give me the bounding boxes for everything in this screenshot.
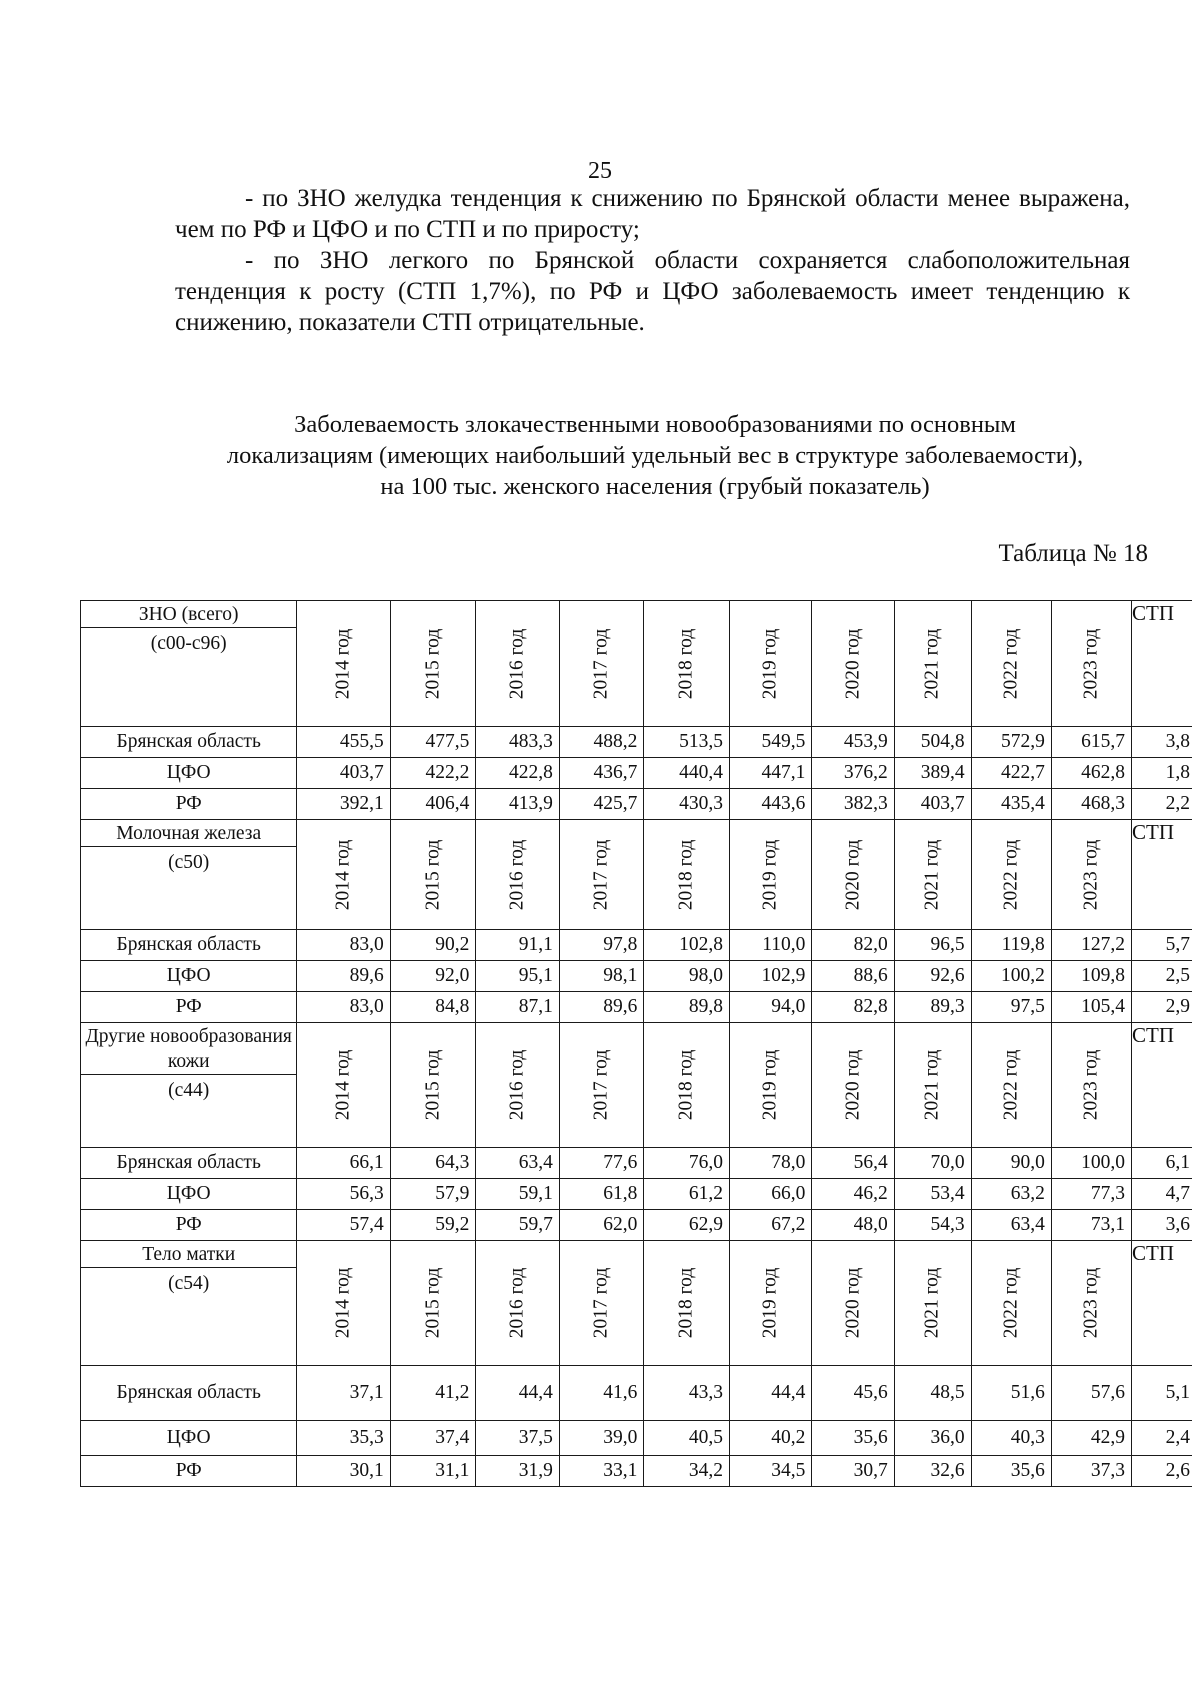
value-cell: 31,9 [476, 1456, 559, 1487]
table-row [81, 1210, 1193, 1241]
value-cell: 37,3 [1051, 1456, 1131, 1487]
year-header: 2017 год [559, 820, 644, 930]
value-cell: 59,7 [476, 1210, 559, 1241]
year-header: 2014 год [297, 820, 390, 930]
value-cell: 73,1 [1051, 1210, 1131, 1241]
value-cell: 84,8 [390, 992, 476, 1023]
value-cell: 63,4 [971, 1210, 1051, 1241]
region-label: РФ [81, 1210, 297, 1241]
year-header: 2018 год [644, 1241, 730, 1366]
value-cell: 105,4 [1051, 992, 1131, 1023]
page-number: 25 [588, 158, 612, 184]
stp-header: СТП [1131, 601, 1192, 727]
value-cell: 483,3 [476, 727, 559, 758]
value-cell: 89,8 [644, 992, 730, 1023]
value-cell: 57,9 [390, 1179, 476, 1210]
value-cell: 376,2 [812, 758, 894, 789]
value-cell: 46,2 [812, 1179, 894, 1210]
year-header: 2019 год [730, 1023, 812, 1148]
value-cell: 43,3 [644, 1366, 730, 1421]
table-row [81, 1148, 1193, 1179]
value-cell: 443,6 [730, 789, 812, 820]
value-cell: 53,4 [894, 1179, 971, 1210]
value-cell: 504,8 [894, 727, 971, 758]
value-cell: 97,8 [559, 930, 644, 961]
year-header: 2020 год [812, 601, 894, 727]
localization-code: (с44) [81, 1074, 296, 1103]
value-cell: 64,3 [390, 1148, 476, 1179]
value-cell: 488,2 [559, 727, 644, 758]
value-cell: 87,1 [476, 992, 559, 1023]
value-cell: 440,4 [644, 758, 730, 789]
year-header: 2019 год [730, 601, 812, 727]
stp-value: 2,5 [1131, 961, 1192, 992]
intro-paragraph: - по ЗНО желудка тенденция к снижению по Брянской области менее выражена, чем по РФ и ЦФО и по СТП и по приросту; [175, 185, 1130, 243]
value-cell: 91,1 [476, 930, 559, 961]
intro-paragraph: - по ЗНО легкого по Брянской области сохраняется слабоположительная тенденция к росту (СТП 1,7%), по РФ и ЦФО заболеваемость имеет тенденцию к снижению, показатели СТП отрицательные. [175, 247, 1130, 336]
stp-header: СТП [1131, 1241, 1192, 1366]
value-cell: 422,7 [971, 758, 1051, 789]
value-cell: 462,8 [1051, 758, 1131, 789]
region-label: ЦФО [81, 1179, 297, 1210]
value-cell: 102,8 [644, 930, 730, 961]
year-header: 2021 год [894, 601, 971, 727]
value-cell: 477,5 [390, 727, 476, 758]
value-cell: 40,3 [971, 1421, 1051, 1456]
value-cell: 389,4 [894, 758, 971, 789]
table-row [81, 1421, 1193, 1456]
value-cell: 392,1 [297, 789, 390, 820]
localization-name: ЗНО (всего) [138, 604, 239, 625]
value-cell: 42,9 [1051, 1421, 1131, 1456]
caption-line: локализациям (имеющих наибольший удельный вес в структуре заболеваемости), [226, 442, 1084, 469]
value-cell: 96,5 [894, 930, 971, 961]
value-cell: 98,0 [644, 961, 730, 992]
value-cell: 48,5 [894, 1366, 971, 1421]
value-cell: 63,2 [971, 1179, 1051, 1210]
value-cell: 406,4 [390, 789, 476, 820]
value-cell: 89,6 [297, 961, 390, 992]
value-cell: 36,0 [894, 1421, 971, 1456]
value-cell: 61,8 [559, 1179, 644, 1210]
value-cell: 67,2 [730, 1210, 812, 1241]
value-cell: 77,6 [559, 1148, 644, 1179]
value-cell: 572,9 [971, 727, 1051, 758]
region-label: ЦФО [81, 1421, 297, 1456]
stp-value: 1,8 [1131, 758, 1192, 789]
value-cell: 382,3 [812, 789, 894, 820]
value-cell: 89,6 [559, 992, 644, 1023]
table-header-row [81, 601, 1193, 727]
year-header: 2018 год [644, 820, 730, 930]
value-cell: 615,7 [1051, 727, 1131, 758]
year-header: 2022 год [971, 1241, 1051, 1366]
value-cell: 453,9 [812, 727, 894, 758]
year-header: 2015 год [390, 820, 476, 930]
value-cell: 90,2 [390, 930, 476, 961]
table-row [81, 1456, 1193, 1487]
value-cell: 92,6 [894, 961, 971, 992]
stp-value: 2,4 [1131, 1421, 1192, 1456]
value-cell: 37,4 [390, 1421, 476, 1456]
value-cell: 35,3 [297, 1421, 390, 1456]
value-cell: 77,3 [1051, 1179, 1131, 1210]
year-header: 2022 год [971, 601, 1051, 727]
year-header: 2016 год [476, 1241, 559, 1366]
value-cell: 422,8 [476, 758, 559, 789]
value-cell: 82,0 [812, 930, 894, 961]
value-cell: 94,0 [730, 992, 812, 1023]
localization-cell [81, 820, 297, 930]
value-cell: 40,2 [730, 1421, 812, 1456]
value-cell: 455,5 [297, 727, 390, 758]
value-cell: 63,4 [476, 1148, 559, 1179]
value-cell: 70,0 [894, 1148, 971, 1179]
value-cell: 54,3 [894, 1210, 971, 1241]
year-header: 2016 год [476, 820, 559, 930]
caption-line: на 100 тыс. женского населения (грубый показатель) [380, 473, 930, 500]
value-cell: 44,4 [476, 1366, 559, 1421]
value-cell: 403,7 [894, 789, 971, 820]
value-cell: 41,6 [559, 1366, 644, 1421]
table-row [81, 1179, 1193, 1210]
value-cell: 48,0 [812, 1210, 894, 1241]
value-cell: 83,0 [297, 930, 390, 961]
stp-value: 5,7 [1131, 930, 1192, 961]
value-cell: 66,0 [730, 1179, 812, 1210]
value-cell: 57,6 [1051, 1366, 1131, 1421]
stp-value: 4,7 [1131, 1179, 1192, 1210]
year-header: 2014 год [297, 601, 390, 727]
year-header: 2019 год [730, 820, 812, 930]
value-cell: 403,7 [297, 758, 390, 789]
region-label: Брянская область [81, 930, 297, 961]
value-cell: 30,1 [297, 1456, 390, 1487]
table-row [81, 930, 1193, 961]
stp-value: 5,1 [1131, 1366, 1192, 1421]
stp-value: 3,6 [1131, 1210, 1192, 1241]
value-cell: 110,0 [730, 930, 812, 961]
stp-value: 2,2 [1131, 789, 1192, 820]
region-label: ЦФО [81, 758, 297, 789]
caption-line: Заболеваемость злокачественными новообразованиями по основным [294, 411, 1016, 438]
year-header: 2020 год [812, 1241, 894, 1366]
value-cell: 33,1 [559, 1456, 644, 1487]
table-row [81, 758, 1193, 789]
year-header: 2018 год [644, 601, 730, 727]
table-row [81, 789, 1193, 820]
year-header: 2022 год [971, 1023, 1051, 1148]
year-header: 2023 год [1051, 601, 1131, 727]
year-header: 2021 год [894, 1241, 971, 1366]
year-header: 2017 год [559, 601, 644, 727]
year-header: 2017 год [559, 1241, 644, 1366]
table-number: Таблица № 18 [998, 540, 1148, 567]
intro-text [175, 183, 1130, 338]
value-cell: 45,6 [812, 1366, 894, 1421]
region-label: РФ [81, 1456, 297, 1487]
region-label: Брянская область [81, 727, 297, 758]
table-row [81, 727, 1193, 758]
table-caption [160, 409, 1150, 502]
table-row [81, 961, 1193, 992]
value-cell: 78,0 [730, 1148, 812, 1179]
region-label: Брянская область [81, 1366, 297, 1421]
value-cell: 56,3 [297, 1179, 390, 1210]
localization-name: Тело матки [142, 1244, 236, 1265]
value-cell: 37,5 [476, 1421, 559, 1456]
value-cell: 32,6 [894, 1456, 971, 1487]
value-cell: 59,1 [476, 1179, 559, 1210]
year-header: 2014 год [297, 1241, 390, 1366]
value-cell: 62,9 [644, 1210, 730, 1241]
value-cell: 549,5 [730, 727, 812, 758]
value-cell: 97,5 [971, 992, 1051, 1023]
year-header: 2023 год [1051, 820, 1131, 930]
value-cell: 513,5 [644, 727, 730, 758]
value-cell: 44,4 [730, 1366, 812, 1421]
value-cell: 35,6 [971, 1456, 1051, 1487]
value-cell: 66,1 [297, 1148, 390, 1179]
value-cell: 98,1 [559, 961, 644, 992]
year-header: 2018 год [644, 1023, 730, 1148]
table-body [81, 601, 1193, 1487]
table-header-row [81, 820, 1193, 930]
localization-code: (с54) [81, 1267, 296, 1296]
value-cell: 100,0 [1051, 1148, 1131, 1179]
value-cell: 100,2 [971, 961, 1051, 992]
year-header: 2023 год [1051, 1241, 1131, 1366]
value-cell: 51,6 [971, 1366, 1051, 1421]
table-header-row [81, 1241, 1193, 1366]
value-cell: 59,2 [390, 1210, 476, 1241]
localization-code: (с50) [81, 846, 296, 875]
value-cell: 430,3 [644, 789, 730, 820]
value-cell: 435,4 [971, 789, 1051, 820]
value-cell: 40,5 [644, 1421, 730, 1456]
localization-cell [81, 1023, 297, 1148]
year-header: 2015 год [390, 601, 476, 727]
stp-value: 2,6 [1131, 1456, 1192, 1487]
value-cell: 468,3 [1051, 789, 1131, 820]
year-header: 2016 год [476, 601, 559, 727]
value-cell: 39,0 [559, 1421, 644, 1456]
value-cell: 34,5 [730, 1456, 812, 1487]
value-cell: 34,2 [644, 1456, 730, 1487]
stp-value: 6,1 [1131, 1148, 1192, 1179]
year-header: 2015 год [390, 1023, 476, 1148]
value-cell: 119,8 [971, 930, 1051, 961]
stp-value: 3,8 [1131, 727, 1192, 758]
table-header-row [81, 1023, 1193, 1148]
year-header: 2022 год [971, 820, 1051, 930]
table-row [81, 1366, 1193, 1421]
value-cell: 413,9 [476, 789, 559, 820]
value-cell: 447,1 [730, 758, 812, 789]
incidence-table [80, 600, 1192, 1487]
value-cell: 61,2 [644, 1179, 730, 1210]
value-cell: 56,4 [812, 1148, 894, 1179]
value-cell: 83,0 [297, 992, 390, 1023]
value-cell: 30,7 [812, 1456, 894, 1487]
value-cell: 88,6 [812, 961, 894, 992]
value-cell: 436,7 [559, 758, 644, 789]
value-cell: 92,0 [390, 961, 476, 992]
year-header: 2015 год [390, 1241, 476, 1366]
year-header: 2021 год [894, 1023, 971, 1148]
value-cell: 109,8 [1051, 961, 1131, 992]
value-cell: 82,8 [812, 992, 894, 1023]
region-label: Брянская область [81, 1148, 297, 1179]
value-cell: 57,4 [297, 1210, 390, 1241]
value-cell: 41,2 [390, 1366, 476, 1421]
value-cell: 90,0 [971, 1148, 1051, 1179]
year-header: 2019 год [730, 1241, 812, 1366]
value-cell: 422,2 [390, 758, 476, 789]
region-label: РФ [81, 992, 297, 1023]
value-cell: 62,0 [559, 1210, 644, 1241]
value-cell: 127,2 [1051, 930, 1131, 961]
stp-header: СТП [1131, 820, 1192, 930]
stp-header: СТП [1131, 1023, 1192, 1148]
value-cell: 76,0 [644, 1148, 730, 1179]
year-header: 2020 год [812, 1023, 894, 1148]
localization-cell [81, 601, 297, 727]
value-cell: 95,1 [476, 961, 559, 992]
localization-cell [81, 1241, 297, 1366]
year-header: 2021 год [894, 820, 971, 930]
value-cell: 425,7 [559, 789, 644, 820]
localization-code: (с00-с96) [81, 627, 296, 656]
year-header: 2017 год [559, 1023, 644, 1148]
year-header: 2020 год [812, 820, 894, 930]
value-cell: 31,1 [390, 1456, 476, 1487]
year-header: 2016 год [476, 1023, 559, 1148]
localization-name: Другие новообразования кожи [85, 1026, 292, 1072]
value-cell: 37,1 [297, 1366, 390, 1421]
year-header: 2014 год [297, 1023, 390, 1148]
stp-value: 2,9 [1131, 992, 1192, 1023]
value-cell: 102,9 [730, 961, 812, 992]
localization-name: Молочная железа [116, 823, 262, 844]
value-cell: 89,3 [894, 992, 971, 1023]
table-row [81, 992, 1193, 1023]
year-header: 2023 год [1051, 1023, 1131, 1148]
region-label: ЦФО [81, 961, 297, 992]
value-cell: 35,6 [812, 1421, 894, 1456]
region-label: РФ [81, 789, 297, 820]
